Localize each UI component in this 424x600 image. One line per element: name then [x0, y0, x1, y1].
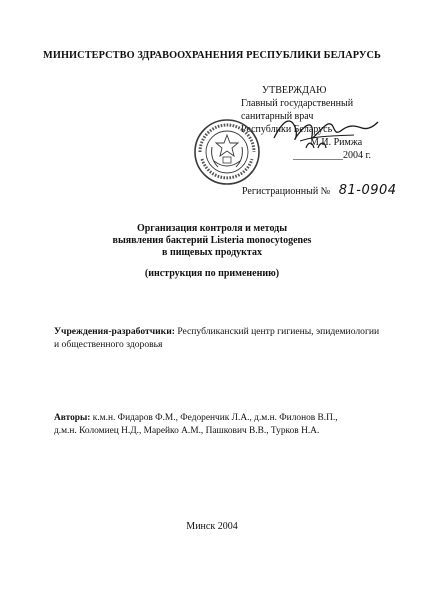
approval-line-position-2: санитарный врач	[241, 111, 314, 122]
title-line-1: Организация контроля и методы	[136, 223, 288, 234]
handwritten-signature	[270, 108, 380, 156]
approval-line-country: Республики Беларусь	[241, 124, 333, 135]
registration-line	[242, 183, 397, 198]
title-line-2: выявления бактерий Listeria monocytogenes	[112, 235, 312, 246]
approval-line-name: М.И. Римжа	[310, 137, 363, 148]
authors-block	[54, 412, 384, 438]
official-seal	[192, 117, 262, 187]
authors-label: Авторы:	[54, 413, 91, 423]
document-subtitle: (инструкция по применению)	[144, 268, 280, 279]
registration-label: Регистрационный №	[242, 186, 331, 197]
developers-label: Учреждения-разработчики:	[54, 326, 175, 337]
document-title	[0, 223, 424, 259]
approval-line-position: Главный государственный	[241, 98, 354, 109]
city-year: Минск 2004	[186, 521, 238, 532]
developers-block	[54, 325, 384, 351]
approval-year: 2004 г.	[343, 150, 371, 161]
registration-number: 81-0904	[338, 183, 397, 198]
authors-line-1: к.м.н. Фидаров Ф.М., Федоренчик Л.А., д.м.н. Филонов В.П.,	[92, 413, 338, 423]
approval-line-approve: УТВЕРЖДАЮ	[262, 85, 327, 96]
approval-date-blank: __________	[293, 150, 343, 161]
ministry-heading: МИНИСТЕРСТВО ЗДРАВООХРАНЕНИЯ РЕСПУБЛИКИ БЕЛАРУСЬ	[43, 50, 381, 61]
title-line-3: в пищевых продуктах	[162, 247, 262, 258]
developers-text: Республиканский центр гигиены, эпидемиологии и общественного здоровья	[54, 326, 380, 350]
authors-line-2: д.м.н. Коломиец Н.Д., Марейко А.М., Пашкович В.В., Турков Н.А.	[54, 426, 320, 436]
